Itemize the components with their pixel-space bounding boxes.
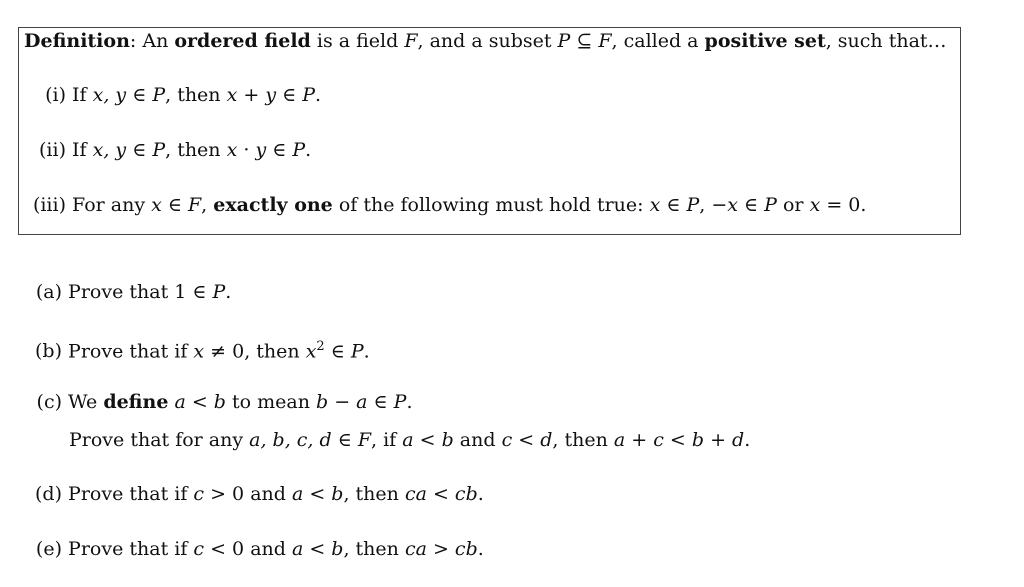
definition-intro: Definition: An ordered field is a field F, and a subset P ⊆ F, called a positive set, such that… — [24, 30, 947, 52]
problem-e: (e) Prove that if c < 0 and a < b, then ca > cb. — [30, 536, 484, 562]
problem-c-continuation: Prove that for any a, b, c, d ∈ F, if a < b and c < d, then a + c < b + d. — [69, 429, 751, 451]
problem-b: (b) Prove that if x ≠ 0, then $x^2$ ∈ P. — [30, 334, 370, 364]
condition-number: (ii) — [39, 139, 66, 161]
problem-number: (d) — [35, 483, 62, 505]
problem-d: (d) Prove that if c > 0 and a < b, then ca < cb. — [30, 481, 484, 507]
problem-number: (c) — [36, 391, 62, 413]
problem-c: (c) We define a < b to mean b − a ∈ P. — [30, 389, 412, 415]
problem-number: (a) — [35, 281, 62, 303]
problem-number: (e) — [35, 538, 62, 560]
definition-label: Definition — [24, 30, 130, 52]
condition-number: (iii) — [32, 194, 66, 216]
problem-number: (b) — [35, 340, 62, 363]
problem-a: (a) Prove that 1 ∈ P. — [30, 279, 231, 305]
condition-ii: (ii) If x, y ∈ P, then x · y ∈ P. — [30, 137, 311, 163]
condition-i: (i) If x, y ∈ P, then x + y ∈ P. — [30, 82, 321, 108]
condition-number: (i) — [45, 84, 66, 106]
condition-iii: (iii) For any x ∈ F, exactly one of the following must hold true: x ∈ P, −x ∈ P or x = 0. — [30, 192, 866, 218]
